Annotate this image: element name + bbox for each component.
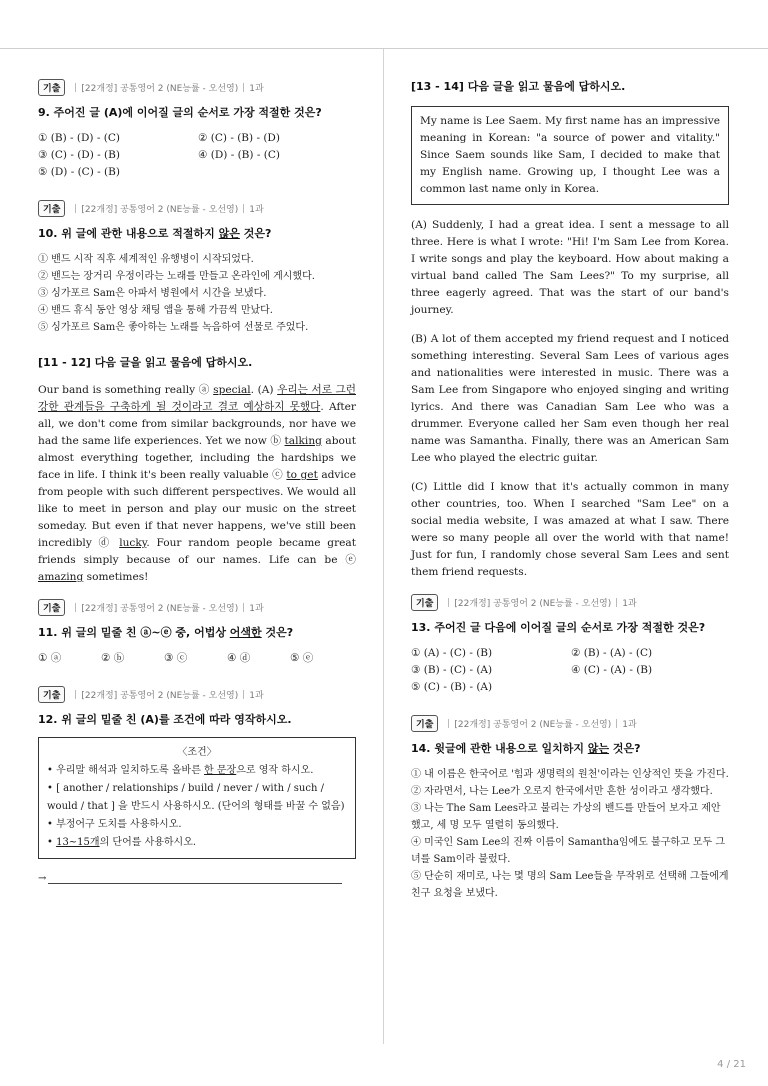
q13-options <box>411 645 729 696</box>
column-divider <box>383 49 384 1044</box>
q13-option-1[interactable]: ① (A) - (C) - (B) <box>411 647 493 659</box>
q11-option-4[interactable]: ④ ⓓ <box>227 652 251 664</box>
q10-option-5[interactable]: ⑤ 싱가포르 Sam은 좋아하는 노래를 녹음하여 선물로 주었다. <box>38 322 309 333</box>
meta-source: [22개정] 공통영어 2 (NE능률 - 오선영) <box>81 603 239 614</box>
q9-option-5[interactable]: ⑤ (D) - (C) - (B) <box>38 166 120 178</box>
q10-option-4[interactable]: ④ 밴드 휴식 동안 영상 채팅 앱을 통해 가끔씩 만났다. <box>38 305 273 316</box>
meta-separator <box>75 690 76 699</box>
meta-source: [22개정] 공통영어 2 (NE능률 - 오선영) <box>454 598 612 609</box>
q9-option-3[interactable]: ③ (C) - (D) - (B) <box>38 149 120 161</box>
meta-separator <box>243 690 244 699</box>
meta-separator <box>448 719 449 728</box>
q11-options <box>38 650 356 667</box>
condition-1: • 우리말 해석과 일치하도록 올바른 한 문장으로 영작 하시오. <box>47 765 314 776</box>
conditions-heading: 〈조건〉 <box>177 747 217 758</box>
q13-option-5[interactable]: ⑤ (C) - (B) - (A) <box>411 681 493 693</box>
meta-separator <box>448 598 449 607</box>
q9-option-1[interactable]: ① (B) - (D) - (C) <box>38 132 120 144</box>
q9-options <box>38 130 356 181</box>
given-text-box: My name is Lee Saem. My first name has an impressive meaning in Korean: "a source of power and vitality." Since Saem sounds like Sam, I decided to make that my English name. Growing up, I thought Lee was a common last name only in Korea. <box>411 106 729 205</box>
arrow-icon: → <box>38 873 47 884</box>
q11-title: 11. 위 글의 밑줄 친 ⓐ~ⓔ 중, 어법상 어색한 것은? <box>38 626 294 639</box>
q14-option-1[interactable]: ① 내 이름은 한국어로 '힘과 생명력의 원천'이라는 인상적인 뜻을 가진다. <box>411 769 729 780</box>
exam-badge: 기출 <box>38 200 65 217</box>
answer-blank[interactable] <box>48 873 342 884</box>
q13-option-3[interactable]: ③ (B) - (C) - (A) <box>411 664 493 676</box>
q11-option-3[interactable]: ③ ⓒ <box>164 652 188 664</box>
question-meta <box>38 199 356 217</box>
meta-separator <box>243 603 244 612</box>
q11-option-5[interactable]: ⑤ ⓔ <box>290 652 314 664</box>
meta-lesson: 1과 <box>622 719 637 730</box>
q9-option-4[interactable]: ④ (D) - (B) - (C) <box>198 149 280 161</box>
q9-option-2[interactable]: ② (C) - (B) - (D) <box>198 132 280 144</box>
meta-source: [22개정] 공통영어 2 (NE능률 - 오선영) <box>81 83 239 94</box>
meta-separator <box>75 603 76 612</box>
question-meta <box>38 598 356 616</box>
q14-option-2[interactable]: ② 자라면서, 나는 Lee가 오로지 한국에서만 흔한 성이라고 생각했다. <box>411 786 713 797</box>
paragraph-c: (C) Little did I know that it's actually common in many other countries, too. When I searched "Sam Lee" on a social media website, I was amazed at what I saw. There were so many people all over the world with that name! Just for fun, I randomly chose several Sam Lees and sent them friend requests. <box>411 481 729 578</box>
meta-separator <box>616 598 617 607</box>
conditions-box <box>38 737 356 859</box>
exam-badge: 기출 <box>38 599 65 616</box>
q13-title: 13. 주어진 글 다음에 이어질 글의 순서로 가장 적절한 것은? <box>411 621 706 634</box>
right-column <box>411 78 729 902</box>
q10-options <box>38 251 356 336</box>
meta-lesson: 1과 <box>249 204 264 215</box>
page-number: 4 / 21 <box>717 1059 746 1070</box>
header-divider <box>0 48 768 49</box>
meta-source: [22개정] 공통영어 2 (NE능률 - 오선영) <box>454 719 612 730</box>
paragraph-b: (B) A lot of them accepted my friend request and I noticed something interesting. Several Sam Lees of various ages and nationalities were interested in music. There was a Sam Lee from Singapore who enjoyed singing and writing lyrics. And there was Canadian Sam Lee who was a drummer. Everyone called her Sam even though her real name was Samantha. Finally, there was an American Sam Lee who played the electric guitar. <box>411 333 729 464</box>
meta-separator <box>75 204 76 213</box>
q13-option-2[interactable]: ② (B) - (A) - (C) <box>571 647 653 659</box>
question-meta <box>38 78 356 96</box>
answer-line[interactable] <box>38 873 356 884</box>
q11-option-2[interactable]: ② ⓑ <box>101 652 125 664</box>
exam-badge: 기출 <box>38 686 65 703</box>
q10-option-2[interactable]: ② 밴드는 장거리 우정이라는 노래를 만들고 온라인에 게시했다. <box>38 271 315 282</box>
meta-source: [22개정] 공통영어 2 (NE능률 - 오선영) <box>81 204 239 215</box>
meta-lesson: 1과 <box>622 598 637 609</box>
paragraph-a: (A) Suddenly, I had a great idea. I sent a message to all three. Here is what I wrote: "Hi! I'm Sam Lee from Korea. I write songs and play the keyboard. How about making a virtual band called The Sam Lees?" To my surprise, all three eagerly agreed. That was the start of our band's journey. <box>411 219 729 316</box>
meta-separator <box>75 83 76 92</box>
q10-option-1[interactable]: ① 밴드 시작 직후 세계적인 유행병이 시작되었다. <box>38 254 254 265</box>
q14-options <box>411 766 729 902</box>
section-title-13-14: [13 - 14] 다음 글을 읽고 물음에 답하시오. <box>411 80 626 93</box>
condition-3: • 부정어구 도치를 사용하시오. <box>47 819 182 830</box>
condition-4: • 13~15개의 단어를 사용하시오. <box>47 837 197 848</box>
meta-lesson: 1과 <box>249 690 264 701</box>
q10-title: 10. 위 글에 관한 내용으로 적절하지 않은 것은? <box>38 227 272 240</box>
q11-option-1[interactable]: ① ⓐ <box>38 652 62 664</box>
q14-option-3[interactable]: ③ 나는 The Sam Lees라고 불리는 가상의 밴드를 만들어 보자고 제안했고, 세 명 모두 열렬히 동의했다. <box>411 803 721 831</box>
meta-source: [22개정] 공통영어 2 (NE능률 - 오선영) <box>81 690 239 701</box>
meta-lesson: 1과 <box>249 603 264 614</box>
exam-badge: 기출 <box>38 79 65 96</box>
meta-separator <box>243 83 244 92</box>
question-meta <box>411 714 729 732</box>
question-meta <box>38 685 356 703</box>
q10-option-3[interactable]: ③ 싱가포르 Sam은 아파서 병원에서 시간을 보냈다. <box>38 288 267 299</box>
section-title-11-12: [11 - 12] 다음 글을 읽고 물음에 답하시오. <box>38 356 253 369</box>
exam-badge: 기출 <box>411 715 438 732</box>
exam-badge: 기출 <box>411 594 438 611</box>
condition-2: • [ another / relationships / build / never / with / such / would / that ] 을 반드시 사용하시오. (단어의 형태를 바꿀 수 없음) <box>47 783 345 812</box>
left-column <box>38 78 356 884</box>
q14-title: 14. 윗글에 관한 내용으로 일치하지 않는 것은? <box>411 742 641 755</box>
meta-separator <box>616 719 617 728</box>
meta-lesson: 1과 <box>249 83 264 94</box>
q12-title: 12. 위 글의 밑줄 친 (A)를 조건에 따라 영작하시오. <box>38 713 292 726</box>
passage-11-12: Our band is something really ⓐ special. (A) 우리는 서로 그런 강한 관계들을 구축하게 될 것이라고 결코 예상하지 못했다. After all, we don't come from similar backgrounds, nor have we had the same life experiences. Yet we now ⓑ talking about almost everything together, including the hardships we face in life. I think it's been really valuable ⓒ to get advice from people with such different perspectives. We would all like to meet in person and play our music on the street someday. But even if that never happens, we've still been incredibly ⓓ lucky. Four random people became great friends simply because of our names. Life can be ⓔ amazing sometimes! <box>38 384 357 583</box>
q9-title: 9. 주어진 글 (A)에 이어질 글의 순서로 가장 적절한 것은? <box>38 106 322 119</box>
q14-option-4[interactable]: ④ 미국인 Sam Lee의 진짜 이름이 Samantha임에도 불구하고 모두 그녀를 Sam이라 불렀다. <box>411 837 726 865</box>
q13-option-4[interactable]: ④ (C) - (A) - (B) <box>571 664 653 676</box>
question-meta <box>411 593 729 611</box>
q14-option-5[interactable]: ⑤ 단순히 재미로, 나는 몇 명의 Sam Lee들을 무작위로 선택해 그들에게 친구 요청을 보냈다. <box>411 871 729 899</box>
meta-separator <box>243 204 244 213</box>
passage-13-14 <box>411 217 729 581</box>
